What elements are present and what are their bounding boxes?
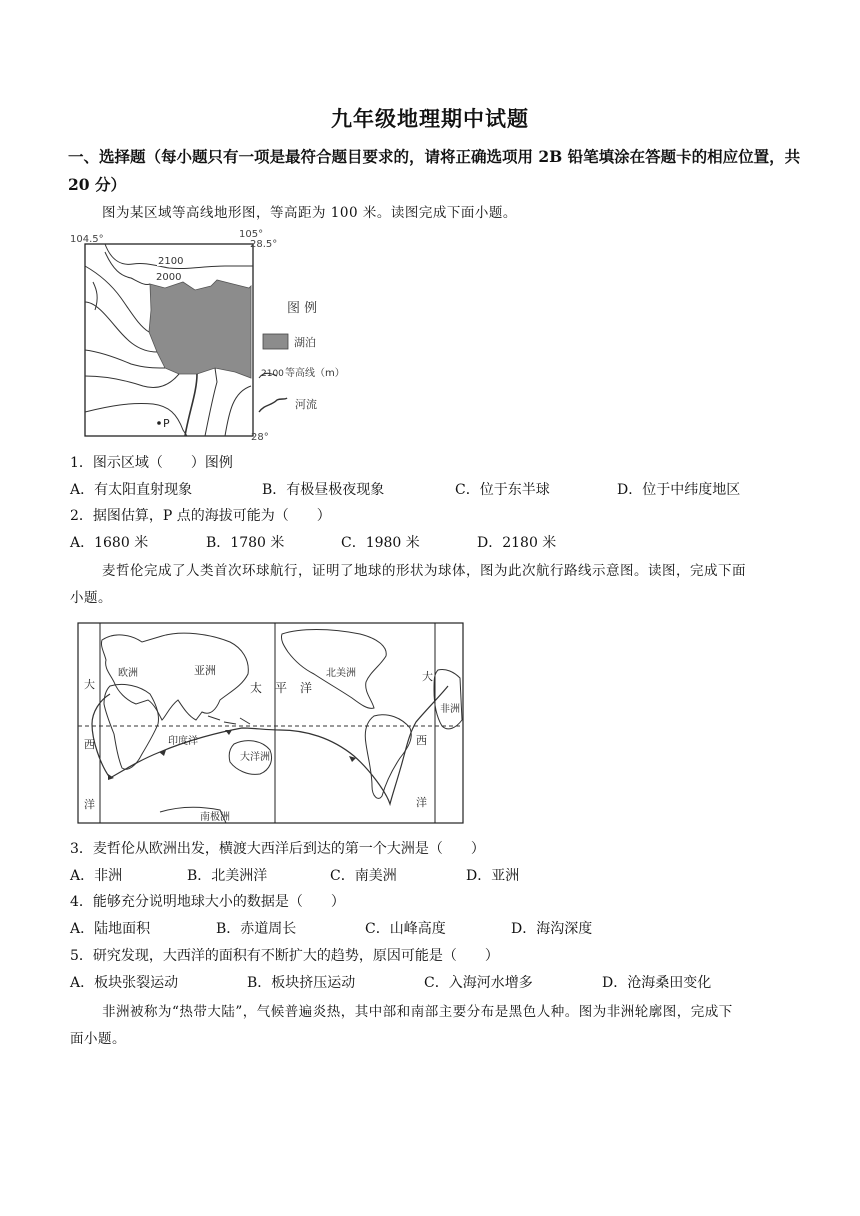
q4-option-c[interactable]: C．山峰高度 bbox=[365, 921, 446, 937]
q1-option-a[interactable]: A．有太阳直射现象 bbox=[70, 482, 193, 498]
label-north-america: 北美洲 bbox=[326, 668, 356, 679]
q2-option-d[interactable]: D．2180 米 bbox=[477, 535, 557, 551]
q5-option-b[interactable]: B．板块挤压运动 bbox=[247, 975, 356, 991]
point-p-marker bbox=[157, 421, 161, 425]
lon-left-label: 104.5° bbox=[70, 234, 104, 245]
intro-paragraph-3-cont: 面小题。 bbox=[70, 1031, 126, 1047]
question-3: 3．麦哲伦从欧洲出发，横渡大西洋后到达的第一个大洲是（ ） bbox=[70, 841, 485, 857]
question-5: 5．研究发现，大西洋的面积有不断扩大的趋势，原因可能是（ ） bbox=[70, 948, 499, 964]
legend-title: 图 例 bbox=[287, 301, 318, 316]
question-4: 4．能够充分说明地球大小的数据是（ ） bbox=[70, 894, 345, 910]
label-pacific-3: 洋 bbox=[300, 681, 313, 695]
river-line bbox=[185, 374, 197, 436]
q3-option-d[interactable]: D．亚洲 bbox=[466, 868, 520, 884]
q1-option-d[interactable]: D．位于中纬度地区 bbox=[617, 482, 741, 498]
intro-paragraph-2-cont: 小题。 bbox=[70, 590, 112, 606]
contour-line bbox=[85, 266, 149, 332]
label-pacific-2: 平 bbox=[275, 681, 288, 695]
q4-option-d[interactable]: D．海沟深度 bbox=[511, 921, 593, 937]
q2-option-c[interactable]: C．1980 米 bbox=[341, 535, 420, 551]
label-atlantic-left-1: 大 bbox=[84, 678, 95, 691]
legend-lake-swatch bbox=[263, 334, 288, 349]
page-title: 九年级地理期中试题 bbox=[331, 106, 529, 131]
q1-option-b[interactable]: B．有极昼极夜现象 bbox=[262, 482, 385, 498]
section-heading: 一、选择题（每小题只有一项是最符合题目要求的，请将正确选项用 2B 铅笔填涂在答题卡的相应位置，共 20 分） bbox=[68, 147, 801, 194]
question-2: 2．据图估算，P 点的海拔可能为（ ） bbox=[70, 508, 331, 524]
label-oceania: 大洋洲 bbox=[240, 752, 270, 763]
label-atlantic-left-3: 洋 bbox=[84, 798, 95, 811]
lat-bottom-label: 28° bbox=[251, 432, 269, 443]
label-atlantic-left-2: 西 bbox=[84, 738, 95, 751]
contour-line bbox=[85, 302, 157, 352]
lat-top-label: 28.5° bbox=[250, 239, 278, 250]
world-route-map bbox=[70, 620, 470, 828]
label-atlantic-right-2: 西 bbox=[416, 734, 427, 747]
q5-option-c[interactable]: C．入海河水增多 bbox=[424, 975, 533, 991]
contour-label-2000: 2000 bbox=[156, 272, 182, 283]
q4-option-a[interactable]: A．陆地面积 bbox=[70, 921, 151, 937]
q3-option-b[interactable]: B．北美洲洋 bbox=[187, 868, 268, 884]
q5-option-d[interactable]: D．沧海桑田变化 bbox=[602, 975, 712, 991]
contour-label-2100: 2100 bbox=[158, 256, 184, 267]
contour-map bbox=[65, 226, 385, 446]
q3-option-a[interactable]: A．非洲 bbox=[70, 868, 123, 884]
label-atlantic-right-1: 大 bbox=[422, 670, 433, 683]
contour-line bbox=[85, 403, 187, 436]
contour-line bbox=[225, 386, 251, 436]
contour-line bbox=[85, 350, 165, 368]
label-indian-ocean: 印度洋 bbox=[168, 736, 198, 747]
intro-paragraph-3: 非洲被称为“热带大陆”，气候普遍炎热，其中部和南部主要分布是黑色人种。图为非洲轮廓图，完成下 bbox=[102, 1004, 733, 1020]
contour-line bbox=[205, 368, 217, 436]
label-africa: 非洲 bbox=[440, 704, 460, 715]
q2-option-a[interactable]: A．1680 米 bbox=[70, 535, 149, 551]
legend-river-label: 河流 bbox=[295, 398, 317, 411]
legend-contour-number: 2100 bbox=[261, 369, 284, 379]
label-atlantic-right-3: 洋 bbox=[416, 796, 427, 809]
legend-contour-label: 等高线（m） bbox=[285, 368, 345, 379]
label-pacific-1: 太 bbox=[250, 681, 263, 695]
lon-right-label: 105° bbox=[239, 229, 264, 240]
q2-option-b[interactable]: B．1780 米 bbox=[206, 535, 285, 551]
point-p-label: P bbox=[163, 417, 170, 430]
label-antarctica: 南极洲 bbox=[200, 812, 230, 823]
legend-lake-label: 湖泊 bbox=[294, 336, 316, 349]
q1-option-c[interactable]: C．位于东半球 bbox=[455, 482, 550, 498]
intro-paragraph-2: 麦哲伦完成了人类首次环球航行，证明了地球的形状为球体，图为此次航行路线示意图。读图，完成下面 bbox=[102, 563, 746, 579]
intro-paragraph-1: 图为某区域等高线地形图，等高距为 100 米。读图完成下面小题。 bbox=[102, 205, 517, 221]
question-1: 1．图示区域（ ）图例 bbox=[70, 455, 233, 471]
q4-option-b[interactable]: B．赤道周长 bbox=[216, 921, 297, 937]
lake-area bbox=[149, 280, 251, 378]
contour-line bbox=[85, 374, 179, 388]
q5-option-a[interactable]: A．板块张裂运动 bbox=[70, 975, 179, 991]
label-asia: 亚洲 bbox=[194, 664, 216, 677]
q3-option-c[interactable]: C．南美洲 bbox=[330, 868, 397, 884]
label-europe: 欧洲 bbox=[118, 668, 138, 679]
legend-river-swatch bbox=[259, 398, 287, 412]
